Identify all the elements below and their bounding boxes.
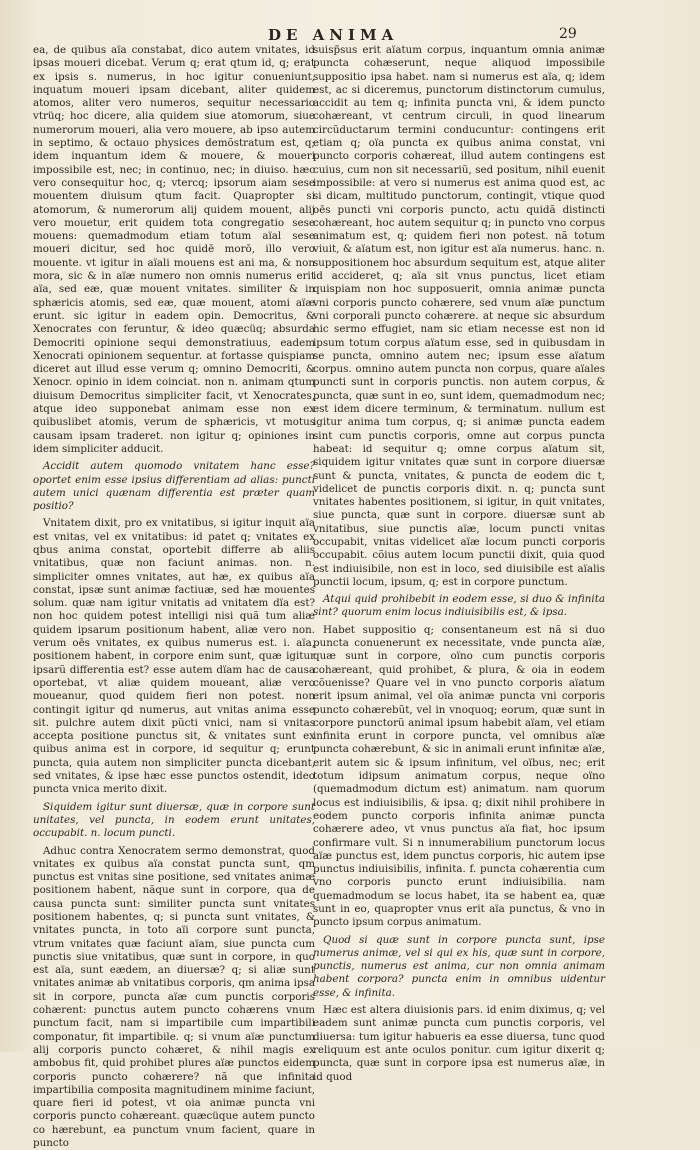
paragraph: Hæc est altera diuisionis pars. id enim diximus, q; vel eadem sunt animæ puncta cum punctis corporis, vel diuersa: tum igitur habueris ea esse diuersa, tunc quod reliquum est ante oculos ponitur. cum igitur dixerit q; puncta, quæ sunt in corpore ipsa est numerus aïæ, in id quod <box>313 1004 605 1083</box>
paragraph: Habet suppositio q; consentaneum est nã si duo puncta conuenerunt ex necessitate, vnde puncta aïæ, quæ sunt in corpore, oïno cum punctis corporis cohæreant, quid prohibet, & plura, & oia in eodem cõuenisse? Quare vel in vno puncto corporis aïatum erit ipsum animal, vel oïa animæ puncta vni corporis puncto cohærebũt, vel in vnoquoq; eorum, quæ sunt in corpore punctorũ animal ipsum habebit aïam, vel etiam infinita erunt in corpore puncta, vel omnibus aïæ puncta cohærebunt, & sic in animali erunt infinitæ aïæ, erit autem sic & ipsum infinitum, vel oïbus, nec; erit totum idipsum animatum corpus, neque oïno (quemadmodum dictum est) animatum. nam quorum locus est indiuisibilis, & ipsa. q; dixit nihil prohibere in eodem puncto corporis infinita animæ puncta cohærere adeo, vt vnus punctus aïa fiat, hoc ipsum confirmare vult. Si n innumerabilium punctorum locus aïæ punctus est, idem punctus corporis, hic autem ipse punctus indiuisibilis, infinita. f. puncta cohærentia cum vno corporis puncto erunt indiuisibilia. nam quemadmodum se locus habet, ita se habent ea, quæ sunt in eo, quapropter vnus erit aïa punctus, & vno in puncto ipsum corpus animatum. <box>313 623 605 929</box>
lemma-quotation: Accidit autem quomodo vnitatem hanc esse? oportet enim esse ipsius differentiam ad alias: puncti autem unici quænam differentia est præter quam positio? <box>33 460 315 513</box>
lemma-quotation: Siquidem igitur sunt diuersæ, quæ in corpore sunt unitates, vel puncta, in eodem erunt unitates, occupabit. n. locum puncti. <box>33 800 315 840</box>
running-title: DE ANIMA <box>268 26 399 44</box>
lemma-quotation: Quod si quæ sunt in corpore puncta sunt, ipse numerus animæ, vel si qui ex his, quæ sunt in corpore, punctis, numerus est anima, cur non omnia animam habent corpora? puncta enim in omnibus uidentur esse, & infinita. <box>313 933 605 999</box>
right-column <box>313 44 605 1083</box>
paragraph: suisp̃sus erit aïatum corpus, inquantum omnia animæ puncta cohæserunt, neque aliquod impossibile suppositio ipsa habet. nam si numerus est aïa, q; idem est, ac si diceremus, punctorum distinctorum cumulus, accidit au tem q; infinita puncta vni, & idem puncto cohæreant, vt centrum circuli, in quod linearum circũductarum termini conducuntur: contingens erit etiam q; oïa puncta ex quibus anima constat, vni puncto corporis cohæreat, illud autem contingens est cuius, cum non sit necessariũ, sed positum, nihil euenit impossibile: at vero si numerus est anima quod est, ac si dicam, multitudo punctorum, contingit, vtique quod oēs puncti vni corporis puncto, actu quidã distincti cohæreant, hoc autem sequitur q; in puncto vno corpus animatum est, q; quidem fieri non potest. nã totum viuit, & aïatum est, non igitur est aïa numerus. hanc. n. suppositionem hoc absurdum sequitum est, atque aliter id accideret, q; aïa sit vnus punctus, licet etiam quispiam non hoc supposuerit, omnia animæ puncta vni corporis puncto cohærere, sed vnum aïæ punctum vni corporali puncto cohærere. at neque sic absurdum hic sermo effugiet, nam sic etiam necesse est non id ipsum totum corpus aïatum esse, sed in quibusdam in se puncta, omnino autem nec; ipsum esse aïatum corpus. omnino autem puncta non corpus, quare aïales puncti sunt in corporis punctis. non autem corpus, & puncta, quæ sunt in eo, sunt idem, quemadmodum nec; est idem dicere terminum, & terminatum. nullum est igitur anima tum corpus, q; si animæ puncta eadem sint cum punctis corporis, omne aut corpus puncta habeat: id sequitur q; omne corpus aïatum sit, siquidem igitur vnitates quæ sunt in corpore diuersæ sunt & puncta, vnitates, & puncta de eodem dic t, videlicet de punctis corporis dixit. n. q; puncta sunt vnitates habentes positionem, si igitur, in quit vnitates, siue puncta, quæ sunt in corpore. diuersæ sunt ab vnitatibus, siue punctis aïæ, locum puncti vnitas occupabit, vnitas videlicet aïæ locum puncti corporis occupabit. cõius autem locum punctii dixit, quia quod est indiuisibile, non est in loco, sed diuisibile est aïalis punctii locum, ipsum, q; est in corpore punctum. <box>313 44 605 588</box>
left-column <box>33 44 315 1150</box>
page-number: 29 <box>559 26 577 42</box>
paragraph: Vnitatem dixit, pro ex vnitatibus, si igitur inquit aïa est vnitas, vel ex vnitatibus: id patet q; vnitates ex qbus anima constat, oportebit differre ab aliis vnitatibus, quæ non faciunt animas. non. n. simpliciter omnes vnitates, aut hæ, ex quibus aïa constat, ipsæ sunt animæ factiuæ, sed hæ mouentes solum. quæ nam igitur vnitatis ad vnitatem dïa est? non hoc quidem potest intelligi nisi quã tum aliæ quidem ipsarum positionum habent, aliæ vero non. verum oēs vnitates, ex quibus numerus est. i. aïa, positionem habent, in corpore enim sunt, quæ igitur ipsarũ differentia est? esse autem dïam hac de causa oportebat, vt aliæ quidem moueant, aliæ vero moueanur, quod quidem fieri non potest. non contingit igitur qd numerus, aut vnitas anima esse sit. pulchre autem dixit pũcti vnici, nam si vnitas accepta positione punctus sit, & vnitates sunt ex quibus anima est in corpore, id sequitur q; erunt puncta, quia autem non simpliciter puncta dicebant, sed vnitates, & ipse hæc esse punctos ostendit, ideo puncta vnica merito dixit. <box>33 517 315 796</box>
paragraph: Adhuc contra Xenocratem sermo demonstrat, quod vnitates ex quibus aïa constat puncta sunt, qm punctus est vnitas sine positione, sed vnitates animæ positionem habent, nãque sunt in corpore, qua de causa puncta sunt: similiter puncta sunt vnitates positionem habentes, q; si puncta sunt vnitates, & vnitates puncta, in toto aïi corpore sunt puncta, vtrum vnitates quæ faciunt aïam, siue puncta cum punctis siue vnitatibus, quæ sunt in corpore, in quo est aïa, sunt eædem, an diuersæ? q; si aliæ sunt vnitates animæ ab vnitatibus corporis, qm anima ipsa sit in corpore, puncta aïæ cum punctis corporis cohærent: punctus autem puncto cohærens vnum punctum facit, nam si impartibile cum impartibili componatur, fit impartibile. q; si vnum aïæ punctum alij corporis puncto cohæret, & nihil magis ex ambobus fit, quid prohibet plures aïæ punctos eidem corporis puncto cohærere? nã que infinita impartibilia composita magnitudinem minime faciunt, quare fieri id potest, vt oia animæ puncta vni corporis puncto cohæreant. quæcüque autem puncto co hærebunt, ea punctum vnum facient, quare in puncto <box>33 844 315 1150</box>
paragraph: ea, de quibus aïa constabat, dico autem vnitates, id ipsas moueri dicebat. Verum q; erat qtum id, q; erat ex ipsis s. numerus, in hoc igitur conueniunt, inquatum moueri ipsam dicebant, aliter quidem atomos, aliter vero numeros, sequitur necessario vtrüq; hoc dicere, alia quidem siue atomorum, siue numerorum moueri, alia vero mouere, ab ipso autem in septimo, & octauo physices demõstratum est, q; idem inquantum idem & mouere, & moueri impossibile est, nec; in continuo, nec; in diuiso. hæc vero consequitur hoc, q; vtercq; ipsorum aiam sese mouentem diuisum qtum facit. Quapropter si atomorum, & numerorum alij quidem mouent, alij vero mouetur, erit quidem tota congregatio sese mouens: quemadmodum etiam totum aïal sese moueri dicitur, sed hoc quidē morō, illo vero mouente. vt igitur in aïali mouens est ani ma, & non mora, sic & in aïæ numero non omnis numerus erit aïa, sed eæ, quæ mouent vnitates. similiter & in sphæricis atomis, sed eæ, quæ mouent, atomi aïæ erunt. sic igitur in eadem opin. Democritus, & Xenocrates con feruntur, & ideo quæcüq; absurda Democriti opinione sequi demonstratiuus, eadem Xenocrati opinionem sequentur. at fortasse quispiam diceret aut illud esse verum q; omnino Democriti, & Xenocr. opinio in idem coinciat. non n. animam qtum diuisum Democritus simpliciter facit, vt Xenocrates, atque ideo supponebat animam esse non ex quibuslibet atomis, verum de sphæricis, vt motus causam ipsam traderet. non igitur q; opiniones in idem simpliciter adducit. <box>33 44 315 455</box>
lemma-quotation: Atqui quid prohibebit in eodem esse, si duo & infinita sint? quorum enim locus indiuisibilis est, & ipsa. <box>313 593 605 619</box>
